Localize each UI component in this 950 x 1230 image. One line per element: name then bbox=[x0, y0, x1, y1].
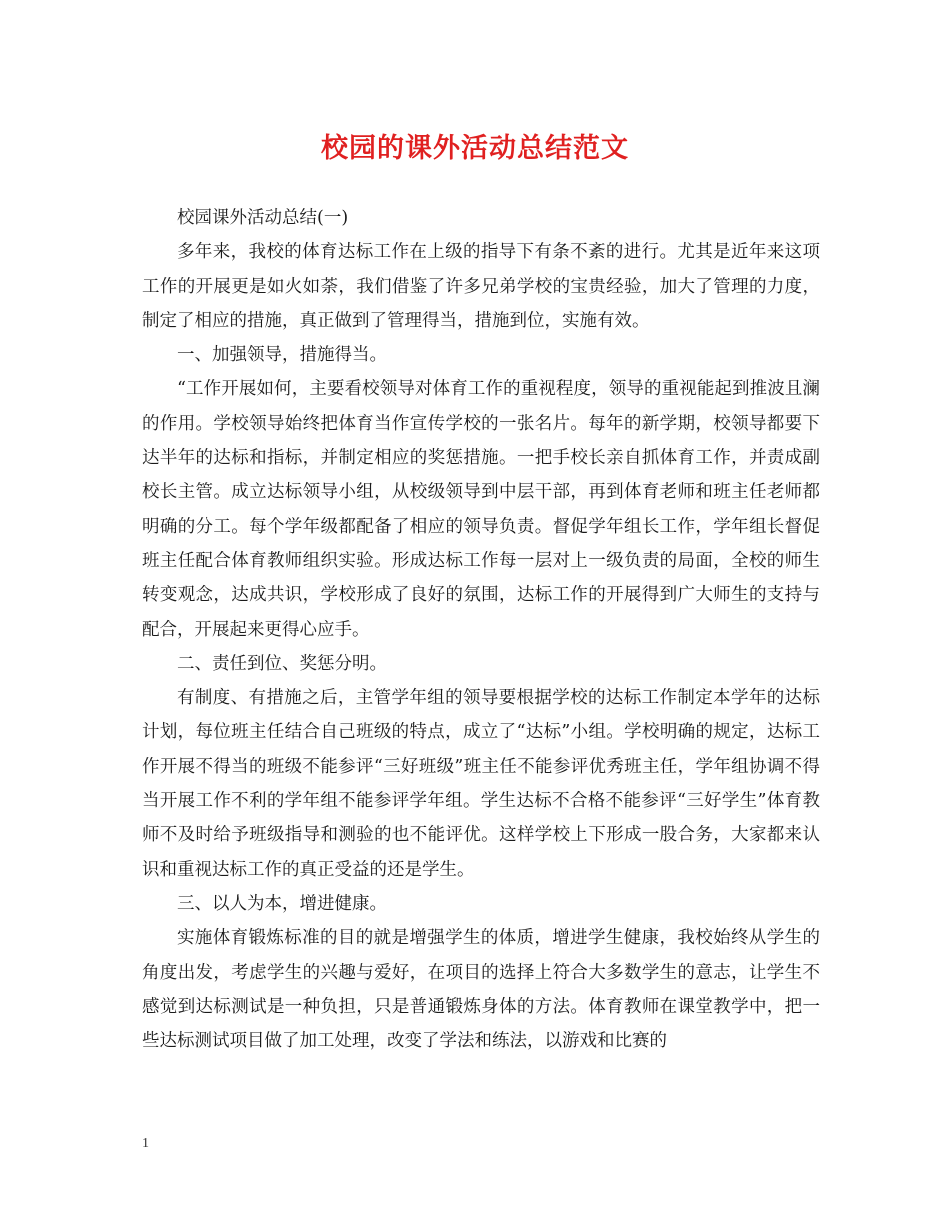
document-body bbox=[142, 201, 820, 1058]
paragraph: “工作开展如何，主要看校领导对体育工作的重视程度，领导的重视能起到推波且澜的作用。学校领导始终把体育当作宣传学校的一张名片。每年的新学期，校领导都要下达半年的达标和指标，并制定相应的奖惩措施。一把手校长亲自抓体育工作，并责成副校长主管。成立达标领导小组，从校级领导到中层干部，再到体育老师和班主任老师都明确的分工。每个学年级都配备了相应的领导负责。督促学年组长工作，学年组长督促班主任配合体育教师组织实验。形成达标工作每一层对上一级负责的局面，全校的师生转变观念，达成共识，学校形成了良好的氛围，达标工作的开展得到广大师生的支持与配合，开展起来更得心应手。 bbox=[142, 379, 820, 640]
document-title: 校园的课外活动总结范文 bbox=[321, 133, 629, 164]
paragraph: 多年来，我校的体育达标工作在上级的指导下有条不紊的进行。尤其是近年来这项工作的开展更是如火如荼，我们借鉴了许多兄弟学校的宝贵经验，加大了管理的力度，制定了相应的措施，真正做到了管理得当，措施到位，实施有效。 bbox=[142, 242, 820, 331]
paragraph: 有制度、有措施之后，主管学年组的领导要根据学校的达标工作制定本学年的达标计划，每位班主任结合自己班级的特点，成立了“达标”小组。学校明确的规定，达标工作开展不得当的班级不能参评“三好班级”班主任不能参评优秀班主任，学年组协调不得当开展工作不利的学年组不能参评学年组。学生达标不合格不能参评“三好学生”体育教师不及时给予班级指导和测验的也不能评优。这样学校上下形成一股合务，大家都来认识和重视达标工作的真正受益的还是学生。 bbox=[142, 688, 820, 880]
section-heading: 一、加强领导，措施得当。 bbox=[177, 345, 387, 366]
section-heading: 二、责任到位、奖惩分明。 bbox=[177, 653, 387, 674]
section-heading: 三、以人为本，增进健康。 bbox=[177, 893, 387, 914]
paragraph: 实施体育锻炼标准的目的就是增强学生的体质，增进学生健康，我校始终从学生的角度出发，考虑学生的兴趣与爱好，在项目的选择上符合大多数学生的意志，让学生不感觉到达标测试是一种负担，只是普通锻炼身体的方法。体育教师在课堂教学中，把一些达标测试项目做了加工处理，改变了学法和练法，以游戏和比赛的 bbox=[142, 928, 820, 1052]
section-heading: 校园课外活动总结(一) bbox=[177, 208, 349, 228]
page-number: 1 bbox=[142, 1136, 149, 1151]
